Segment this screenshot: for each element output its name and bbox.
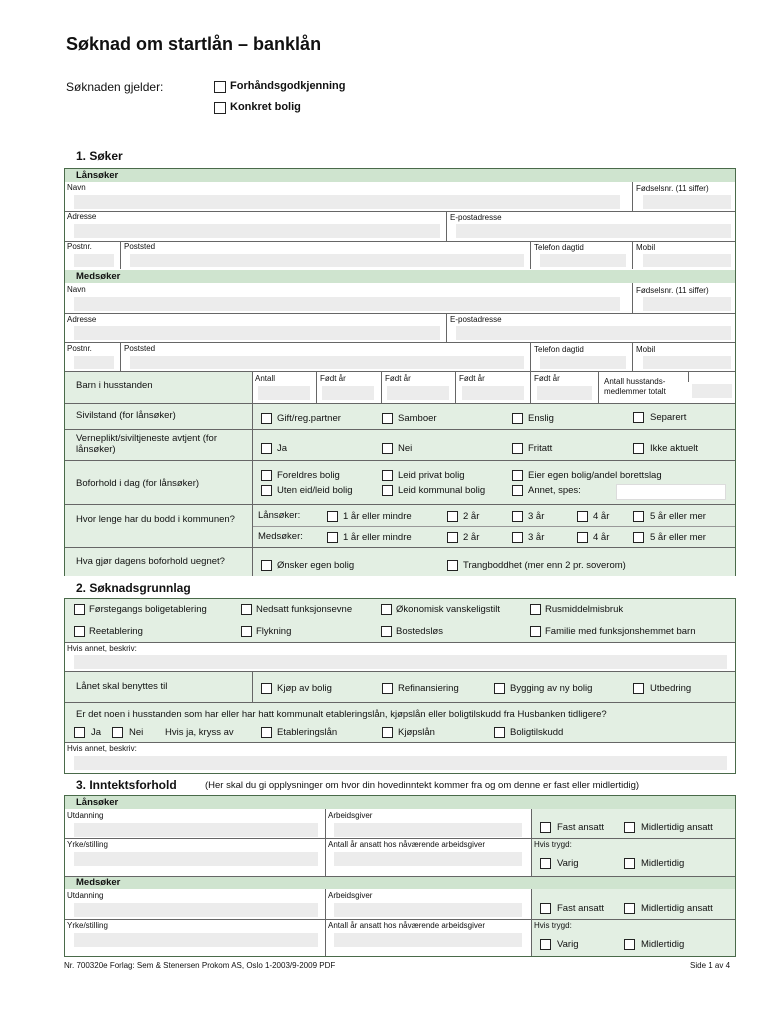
med-utdanning-field[interactable]: [74, 903, 318, 917]
option-label: 4 år: [593, 511, 610, 522]
fnr-field[interactable]: [643, 195, 731, 209]
grunnlag-checkbox[interactable]: [74, 626, 85, 637]
midlertidig-checkbox[interactable]: [624, 858, 635, 869]
med-telefon-field[interactable]: [540, 356, 626, 369]
option-label: 1 år eller mindre: [343, 511, 412, 522]
bruk-label: Lånet skal benyttes til: [76, 681, 168, 692]
verne-checkbox[interactable]: [512, 443, 523, 454]
bruk-checkbox[interactable]: [382, 683, 393, 694]
option-label: 3 år: [528, 532, 545, 543]
antall-aar-label: Antall år ansatt hos nåværende arbeidsgiver: [328, 921, 485, 930]
option-label: Samboer: [398, 413, 437, 424]
s3-laansoker-title: Lånsøker: [76, 797, 119, 808]
laansoker-sub-label: Lånsøker:: [258, 510, 301, 521]
annet2-field[interactable]: [74, 756, 727, 770]
option-label: Midlertidig: [641, 939, 685, 950]
utdanning-label: Utdanning: [67, 891, 104, 900]
yrke-field[interactable]: [74, 852, 318, 866]
telefon-label: Telefon dagtid: [534, 243, 584, 252]
med-adresse-field[interactable]: [74, 326, 440, 340]
grunnlag-checkbox[interactable]: [381, 604, 392, 615]
option-label: Midlertidig ansatt: [641, 903, 713, 914]
option-label: Nei: [129, 727, 144, 738]
arbeidsgiver-label: Arbeidsgiver: [328, 811, 373, 820]
verne-label: Verneplikt/siviltjeneste avtjent (for lånsøker): [76, 433, 217, 455]
uegnet-checkbox[interactable]: [447, 560, 458, 571]
bodd-checkbox[interactable]: [577, 511, 588, 522]
fodt-label: Født år: [534, 374, 560, 383]
med-postnr-field[interactable]: [74, 356, 114, 369]
option-label: Midlertidig ansatt: [641, 822, 713, 833]
option-label: Reetablering: [89, 626, 143, 637]
antall-label: Antall: [255, 374, 276, 383]
annet-label: Hvis annet, beskriv:: [67, 644, 137, 653]
option-label: Varig: [557, 858, 579, 869]
trygd-label: Hvis trygd:: [534, 921, 572, 930]
option-label: Kjøpslån: [398, 727, 435, 738]
option-label: Ja: [91, 727, 102, 738]
loan-checkbox[interactable]: [382, 727, 393, 738]
loan-checkbox[interactable]: [261, 727, 272, 738]
fast-checkbox[interactable]: [540, 822, 551, 833]
option-label: Ikke aktuelt: [650, 443, 699, 454]
bofor-checkbox[interactable]: [261, 485, 272, 496]
telefon-field[interactable]: [540, 254, 626, 267]
checkbox-forhandsgodkjenning[interactable]: [214, 81, 226, 93]
option-label: Ja: [277, 443, 288, 454]
grunnlag-checkbox[interactable]: [530, 626, 541, 637]
telefon-label: Telefon dagtid: [534, 345, 584, 354]
option-label: Fritatt: [528, 443, 553, 454]
varig-checkbox[interactable]: [540, 858, 551, 869]
option-label: Utbedring: [650, 683, 692, 694]
utdanning-label: Utdanning: [67, 811, 104, 820]
bodd-checkbox[interactable]: [447, 532, 458, 543]
arbeidsgiver-field[interactable]: [334, 823, 522, 837]
option-label: Flykning: [256, 626, 292, 637]
fodt-field-3[interactable]: [462, 386, 524, 400]
mobil-label: Mobil: [636, 345, 656, 354]
option-label: Bostedsløs: [396, 626, 443, 637]
fodt-field-4[interactable]: [537, 386, 592, 400]
option-label: Økonomisk vanskeligstilt: [396, 604, 501, 615]
uegnet-checkbox[interactable]: [261, 560, 272, 571]
varig-checkbox[interactable]: [540, 939, 551, 950]
antall-aar-field[interactable]: [334, 852, 522, 866]
postnr-field[interactable]: [74, 254, 114, 267]
annet2-label: Hvis annet, beskriv:: [67, 744, 137, 753]
barn-label: Barn i husstanden: [76, 380, 153, 391]
medsoker-sub-label: Medsøker:: [258, 531, 303, 542]
bofor-checkbox[interactable]: [382, 485, 393, 496]
option-label: Førstegangs boligetablering: [89, 604, 207, 615]
option-label: 2 år: [463, 532, 480, 543]
section-1-heading: 1. Søker: [76, 149, 123, 163]
antall-field[interactable]: [258, 386, 310, 400]
option-label: Midlertidig: [641, 858, 685, 869]
option-label: Eier egen bolig/andel borettslag: [528, 470, 662, 481]
footer-left: Nr. 700320e Forlag: Sem & Stenersen Prokom AS, Oslo 1-2003/9-2009 PDF: [64, 961, 336, 970]
grunnlag-checkbox[interactable]: [381, 626, 392, 637]
option-label: Separert: [650, 412, 687, 423]
poststed-label: Poststed: [124, 344, 156, 353]
bruk-checkbox[interactable]: [494, 683, 505, 694]
option-label: 2 år: [463, 511, 480, 522]
option-label: Konkret bolig: [230, 101, 301, 113]
bodd-label: Hvor lenge har du bodd i kommunen?: [76, 514, 235, 525]
option-label: Ønsker egen bolig: [277, 560, 355, 571]
utdanning-field[interactable]: [74, 823, 318, 837]
bodd-checkbox[interactable]: [327, 532, 338, 543]
adresse-label: Adresse: [67, 212, 97, 221]
arbeidsgiver-label: Arbeidsgiver: [328, 891, 373, 900]
fodt-label: Født år: [385, 374, 411, 383]
bofor-checkbox[interactable]: [512, 470, 523, 481]
epost-label: E-postadresse: [450, 315, 502, 324]
med-navn-field[interactable]: [74, 297, 620, 311]
applies-label: Søknaden gjelder:: [66, 80, 164, 94]
s3-medsoker-header: [65, 876, 735, 889]
grunnlag-checkbox[interactable]: [74, 604, 85, 615]
verne-checkbox[interactable]: [382, 443, 393, 454]
annet-spes-field[interactable]: [616, 484, 726, 500]
option-label: Kjøp av bolig: [277, 683, 332, 694]
postnr-label: Postnr.: [67, 344, 92, 353]
option-label: Forhåndsgodkjenning: [230, 80, 346, 92]
grunnlag-checkbox[interactable]: [241, 604, 252, 615]
option-label: Leid kommunal bolig: [398, 485, 486, 496]
loan-checkbox[interactable]: [494, 727, 505, 738]
option-label: Rusmiddelmisbruk: [545, 604, 624, 615]
adresse-label: Adresse: [67, 315, 97, 324]
option-label: Gift/reg.partner: [277, 413, 341, 424]
option-label: Familie med funksjonshemmet barn: [545, 626, 696, 637]
bodd-checkbox[interactable]: [633, 511, 644, 522]
sivil-checkbox[interactable]: [512, 413, 523, 424]
bodd-checkbox[interactable]: [633, 532, 644, 543]
bofor-checkbox[interactable]: [512, 485, 523, 496]
mobil-label: Mobil: [636, 243, 656, 252]
fodt-field-2[interactable]: [387, 386, 449, 400]
option-label: Fast ansatt: [557, 903, 604, 914]
section-3-heading: 3. Inntektsforhold: [76, 778, 177, 792]
midl-checkbox[interactable]: [624, 903, 635, 914]
option-label: Bygging av ny bolig: [510, 683, 593, 694]
ja-checkbox[interactable]: [74, 727, 85, 738]
bofor-checkbox[interactable]: [261, 470, 272, 481]
med-epost-field[interactable]: [456, 326, 731, 340]
fodt-field-1[interactable]: [322, 386, 374, 400]
bruk-checkbox[interactable]: [633, 683, 644, 694]
s3-laansoker-header: [65, 796, 735, 809]
bodd-checkbox[interactable]: [577, 532, 588, 543]
total-field[interactable]: [692, 384, 732, 398]
checkbox-konkret-bolig[interactable]: [214, 102, 226, 114]
laansoker-header: [65, 169, 735, 182]
s3-medsoker-title: Medsøker: [76, 877, 121, 888]
option-label: Varig: [557, 939, 579, 950]
annet-field[interactable]: [74, 655, 727, 669]
option-label: 5 år eller mer: [650, 532, 706, 543]
postnr-label: Postnr.: [67, 242, 92, 251]
bodd-checkbox[interactable]: [327, 511, 338, 522]
bodd-checkbox[interactable]: [512, 511, 523, 522]
laansoker-title: Lånsøker: [76, 170, 119, 181]
option-label: Uten eid/leid bolig: [277, 485, 353, 496]
navn-label: Navn: [67, 183, 86, 192]
option-label: Foreldres bolig: [277, 470, 340, 481]
med-mobil-field[interactable]: [643, 356, 731, 369]
bodd-checkbox[interactable]: [447, 511, 458, 522]
bofor-checkbox[interactable]: [382, 470, 393, 481]
total-label: Antall husstands- medlemmer totalt: [604, 377, 666, 396]
option-label: Annet, spes:: [528, 485, 581, 496]
page-title: Søknad om startlån – banklån: [66, 34, 322, 54]
footer-page: Side 1 av 4: [690, 961, 731, 970]
option-label: 4 år: [593, 532, 610, 543]
grunnlag-checkbox[interactable]: [530, 604, 541, 615]
bodd-checkbox[interactable]: [512, 532, 523, 543]
nei-checkbox[interactable]: [112, 727, 123, 738]
med-arbeidsgiver-field[interactable]: [334, 903, 522, 917]
sivil-checkbox[interactable]: [382, 413, 393, 424]
midlertidig-checkbox[interactable]: [624, 939, 635, 950]
option-label: 1 år eller mindre: [343, 532, 412, 543]
poststed-field[interactable]: [130, 254, 524, 267]
med-poststed-field[interactable]: [130, 356, 524, 369]
fodt-label: Født år: [320, 374, 346, 383]
option-label: 5 år eller mer: [650, 511, 706, 522]
medsoker-header: [65, 270, 735, 283]
sivil-checkbox[interactable]: [633, 412, 644, 423]
option-label: Leid privat bolig: [398, 470, 465, 481]
option-label: Nei: [398, 443, 413, 454]
yrke-label: Yrke/stilling: [67, 921, 108, 930]
fnr-label: Fødselsnr. (11 siffer): [636, 286, 709, 295]
option-label: Boligtilskudd: [510, 727, 564, 738]
navn-label: Navn: [67, 285, 86, 294]
option-label: Enslig: [528, 413, 554, 424]
adresse-field[interactable]: [74, 224, 440, 238]
husbanken-question: Er det noen i husstanden som har eller har hatt kommunalt etableringslån, kjøpslån eller boligtilskudd fra Husbanken tidligere?: [76, 709, 607, 720]
fodt-label: Født år: [459, 374, 485, 383]
med-fnr-field[interactable]: [643, 297, 731, 311]
bruk-checkbox[interactable]: [261, 683, 272, 694]
kryss-label: Hvis ja, kryss av: [165, 727, 234, 738]
sivil-checkbox[interactable]: [261, 413, 272, 424]
antall-aar-label: Antall år ansatt hos nåværende arbeidsgiver: [328, 840, 485, 849]
option-label: Trangboddhet (mer enn 2 pr. soverom): [463, 560, 626, 571]
poststed-label: Poststed: [124, 242, 156, 251]
navn-field[interactable]: [74, 195, 620, 209]
grunnlag-checkbox[interactable]: [241, 626, 252, 637]
option-label: Nedsatt funksjonsevne: [256, 604, 353, 615]
med-antall-aar-field[interactable]: [334, 933, 522, 947]
option-label: 3 år: [528, 511, 545, 522]
med-yrke-field[interactable]: [74, 933, 318, 947]
midl-checkbox[interactable]: [624, 822, 635, 833]
section-3-note: (Her skal du gi opplysninger om hvor din hovedinntekt kommer fra og om denne er fast eller midlertidig): [205, 780, 640, 791]
option-label: Etableringslån: [277, 727, 338, 738]
sivil-label: Sivilstand (for lånsøker): [76, 410, 176, 421]
section-2-heading: 2. Søknadsgrunnlag: [76, 581, 191, 595]
medsoker-title: Medsøker: [76, 271, 121, 282]
option-label: Fast ansatt: [557, 822, 604, 833]
trygd-label: Hvis trygd:: [534, 840, 572, 849]
yrke-label: Yrke/stilling: [67, 840, 108, 849]
fnr-label: Fødselsnr. (11 siffer): [636, 184, 709, 193]
mobil-field[interactable]: [643, 254, 731, 267]
epost-field[interactable]: [456, 224, 731, 238]
verne-checkbox[interactable]: [261, 443, 272, 454]
option-label: Refinansiering: [398, 683, 459, 694]
epost-label: E-postadresse: [450, 213, 502, 222]
bofor-label: Boforhold i dag (for lånsøker): [76, 478, 200, 489]
fast-checkbox[interactable]: [540, 903, 551, 914]
verne-checkbox[interactable]: [633, 443, 644, 454]
uegnet-label: Hva gjør dagens boforhold uegnet?: [76, 556, 225, 567]
